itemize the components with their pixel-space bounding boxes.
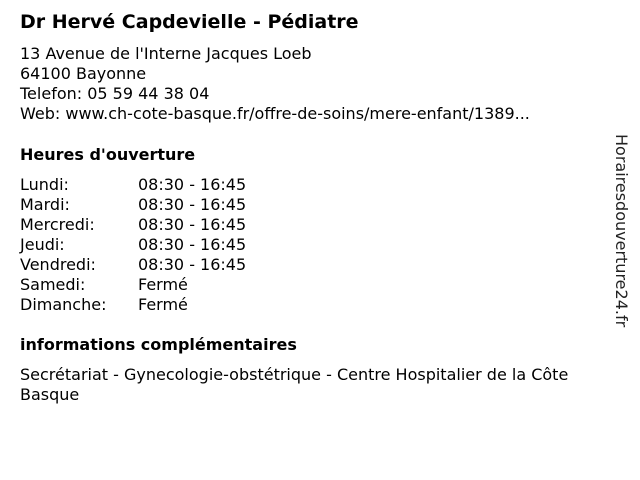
hours-time: 08:30 - 16:45: [138, 235, 247, 254]
hours-row-wednesday: [20, 215, 246, 235]
hours-day: Mardi:: [20, 195, 70, 214]
hours-day: Dimanche:: [20, 295, 107, 314]
hours-time: Fermé: [138, 295, 188, 314]
address-city: 64100 Bayonne: [20, 64, 147, 83]
opening-hours-table: [20, 175, 246, 315]
page-title: Dr Hervé Capdevielle - Pédiatre: [20, 11, 359, 33]
hours-time: 08:30 - 16:45: [138, 215, 247, 234]
hours-row-monday: [20, 175, 246, 195]
hours-row-saturday: [20, 275, 246, 295]
hours-row-thursday: [20, 235, 246, 255]
hours-day: Samedi:: [20, 275, 86, 294]
hours-day: Mercredi:: [20, 215, 95, 234]
hours-row-sunday: [20, 295, 246, 315]
hours-row-tuesday: [20, 195, 246, 215]
address-street: 13 Avenue de l'Interne Jacques Loeb: [20, 44, 312, 63]
hours-day: Vendredi:: [20, 255, 96, 274]
hours-row-friday: [20, 255, 246, 275]
additional-info-heading: informations complémentaires: [20, 335, 297, 354]
hours-time: 08:30 - 16:45: [138, 255, 247, 274]
hours-day: Lundi:: [20, 175, 69, 194]
additional-info-text: Secrétariat - Gynecologie-obstétrique - Centre Hospitalier de la Côte Basque: [20, 365, 569, 404]
site-watermark: Horairesdouverture24.fr: [612, 134, 631, 328]
opening-hours-heading: Heures d'ouverture: [20, 145, 196, 164]
contact-block: [20, 44, 530, 124]
hours-time: Fermé: [138, 275, 188, 294]
hours-day: Jeudi:: [20, 235, 65, 254]
phone-number: Telefon: 05 59 44 38 04: [20, 84, 210, 103]
website-link[interactable]: Web: www.ch-cote-basque.fr/offre-de-soins/mere-enfant/1389...: [20, 104, 530, 123]
hours-time: 08:30 - 16:45: [138, 195, 247, 214]
hours-time: 08:30 - 16:45: [138, 175, 247, 194]
